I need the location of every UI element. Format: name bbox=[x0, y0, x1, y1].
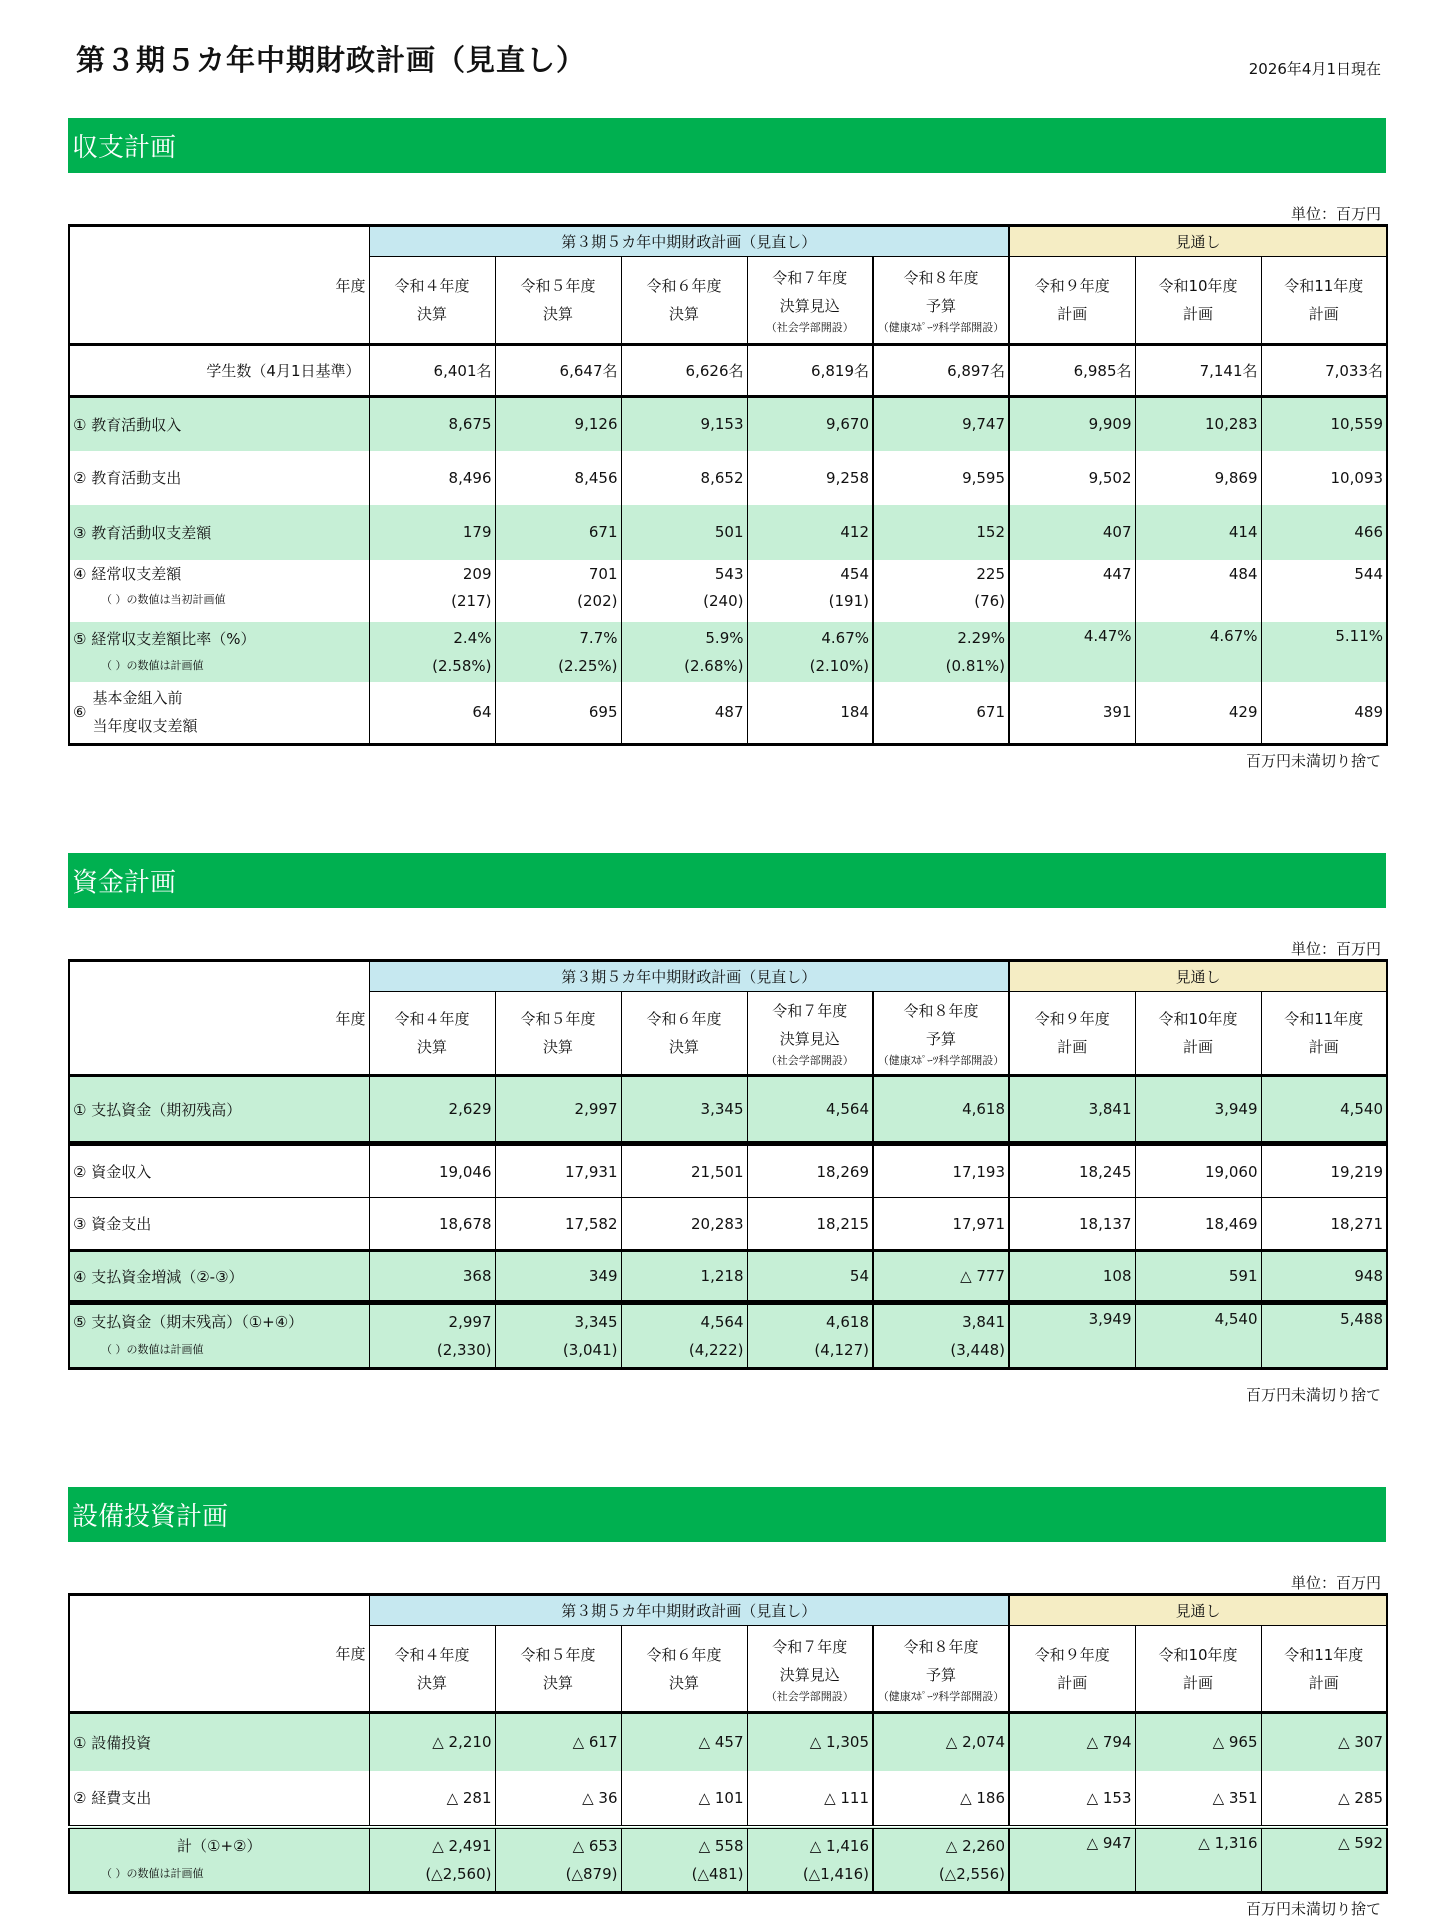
funds-plan-table bbox=[68, 959, 1388, 1370]
cell: 6,897名 bbox=[873, 345, 1009, 397]
year-header: 令和４年度 決算 bbox=[369, 257, 495, 345]
table-row bbox=[69, 1198, 1387, 1251]
row-label: ④ 経常収支差額 （ ）の数値は当初計画値 bbox=[69, 560, 369, 622]
cell: 7,141名 bbox=[1135, 345, 1261, 397]
cell: 9,502 bbox=[1009, 451, 1135, 505]
year-header: 令和11年度 計画 bbox=[1261, 257, 1387, 345]
cell: 18,245 bbox=[1009, 1144, 1135, 1198]
cell: 2,629 bbox=[369, 1076, 495, 1144]
year-header: 令和６年度 決算 bbox=[621, 257, 747, 345]
cell: 17,971 bbox=[873, 1198, 1009, 1251]
cell: 184 bbox=[747, 682, 873, 745]
cell: 152 bbox=[873, 505, 1009, 560]
unit-label: 単位：百万円 bbox=[1290, 940, 1381, 958]
cell: 484 bbox=[1135, 560, 1261, 622]
cell: 209 (217) bbox=[369, 560, 495, 622]
cell: 5.11% bbox=[1261, 622, 1387, 682]
year-header: 令和10年度 計画 bbox=[1135, 992, 1261, 1076]
cell: △ 1,316 bbox=[1135, 1827, 1261, 1893]
year-header: 令和８年度 予算 （健康ｽﾎﾟｰﾂ科学部開設） bbox=[873, 257, 1009, 345]
cell: △ 2,074 bbox=[873, 1713, 1009, 1771]
cell: △ 307 bbox=[1261, 1713, 1387, 1771]
section-header-funds: 資金計画 bbox=[68, 853, 1386, 908]
cell: 447 bbox=[1009, 560, 1135, 622]
cell: 3,345 bbox=[621, 1076, 747, 1144]
cell: 3,841 (3,448) bbox=[873, 1303, 1009, 1369]
cell: 10,093 bbox=[1261, 451, 1387, 505]
cell: 412 bbox=[747, 505, 873, 560]
row-label: ② 経費支出 bbox=[69, 1771, 369, 1827]
cell: 429 bbox=[1135, 682, 1261, 745]
cell: △ 281 bbox=[369, 1771, 495, 1827]
cell: 501 bbox=[621, 505, 747, 560]
cell: 4,564 bbox=[747, 1076, 873, 1144]
cell: 2,997 bbox=[495, 1076, 621, 1144]
cell: 349 bbox=[495, 1251, 621, 1303]
group-header-plan: 第３期５カ年中期財政計画（見直し） bbox=[369, 226, 1009, 257]
section-header-capex: 設備投資計画 bbox=[68, 1487, 1386, 1542]
cell: 7,033名 bbox=[1261, 345, 1387, 397]
cell: 8,456 bbox=[495, 451, 621, 505]
cell: 3,345 (3,041) bbox=[495, 1303, 621, 1369]
row-label: ⑤ 経常収支差額比率（%） （ ）の数値は計画値 bbox=[69, 622, 369, 682]
cell: 9,595 bbox=[873, 451, 1009, 505]
cell: 4,540 bbox=[1261, 1076, 1387, 1144]
cell: 2,997 (2,330) bbox=[369, 1303, 495, 1369]
row-label: ② 教育活動支出 bbox=[69, 451, 369, 505]
row-label: ③ 資金支出 bbox=[69, 1198, 369, 1251]
cell: 18,678 bbox=[369, 1198, 495, 1251]
year-header: 令和９年度 計画 bbox=[1009, 257, 1135, 345]
table-row bbox=[69, 560, 1387, 622]
cell: 10,283 bbox=[1135, 397, 1261, 451]
footnote: 百万円未満切り捨て bbox=[1245, 752, 1381, 770]
cell: 544 bbox=[1261, 560, 1387, 622]
cell: △ 2,210 bbox=[369, 1713, 495, 1771]
cell: 489 bbox=[1261, 682, 1387, 745]
cell: 179 bbox=[369, 505, 495, 560]
cell: △ 101 bbox=[621, 1771, 747, 1827]
row-label: ② 資金収入 bbox=[69, 1144, 369, 1198]
cell: △ 777 bbox=[873, 1251, 1009, 1303]
section-header-income: 収支計画 bbox=[68, 118, 1386, 173]
year-header: 令和５年度 決算 bbox=[495, 257, 621, 345]
income-plan-table bbox=[68, 224, 1388, 746]
table-row-students bbox=[69, 345, 1387, 397]
year-header: 令和７年度 決算見込 （社会学部開設） bbox=[747, 1626, 873, 1713]
cell: △ 153 bbox=[1009, 1771, 1135, 1827]
cell: 3,949 bbox=[1135, 1076, 1261, 1144]
cell: 671 bbox=[495, 505, 621, 560]
footnote: 百万円未満切り捨て bbox=[1245, 1386, 1381, 1404]
cell: 454 (191) bbox=[747, 560, 873, 622]
page-title: 第３期５カ年中期財政計画（見直し） bbox=[76, 43, 587, 77]
cell: 225 (76) bbox=[873, 560, 1009, 622]
cell: 3,949 bbox=[1009, 1303, 1135, 1369]
table-row bbox=[69, 1713, 1387, 1771]
year-header: 令和８年度 予算 （健康ｽﾎﾟｰﾂ科学部開設） bbox=[873, 992, 1009, 1076]
cell: 9,258 bbox=[747, 451, 873, 505]
table-row bbox=[69, 622, 1387, 682]
table-row bbox=[69, 1144, 1387, 1198]
row-label: ⑥ 基本金組入前 当年度収支差額 bbox=[69, 682, 369, 745]
cell: △ 351 bbox=[1135, 1771, 1261, 1827]
cell: △ 653 (△879) bbox=[495, 1827, 621, 1893]
as-of-date: 2026年4月1日現在 bbox=[1248, 60, 1381, 78]
cell: 18,215 bbox=[747, 1198, 873, 1251]
cell: 18,469 bbox=[1135, 1198, 1261, 1251]
group-header-outlook: 見通し bbox=[1009, 961, 1387, 992]
cell: 8,652 bbox=[621, 451, 747, 505]
cell: 17,193 bbox=[873, 1144, 1009, 1198]
cell: 19,060 bbox=[1135, 1144, 1261, 1198]
unit-label: 単位：百万円 bbox=[1290, 205, 1381, 223]
cell: 695 bbox=[495, 682, 621, 745]
cell: 3,841 bbox=[1009, 1076, 1135, 1144]
cell: △ 592 bbox=[1261, 1827, 1387, 1893]
cell: 2.4% (2.58%) bbox=[369, 622, 495, 682]
cell: 407 bbox=[1009, 505, 1135, 560]
cell: 2.29% (0.81%) bbox=[873, 622, 1009, 682]
table-row bbox=[69, 1076, 1387, 1144]
cell: 4,564 (4,222) bbox=[621, 1303, 747, 1369]
cell: △ 947 bbox=[1009, 1827, 1135, 1893]
group-header-outlook: 見通し bbox=[1009, 1595, 1387, 1626]
cell: 6,819名 bbox=[747, 345, 873, 397]
cell: 18,137 bbox=[1009, 1198, 1135, 1251]
cell: 948 bbox=[1261, 1251, 1387, 1303]
cell: 10,559 bbox=[1261, 397, 1387, 451]
cell: 4,618 bbox=[873, 1076, 1009, 1144]
cell: 8,675 bbox=[369, 397, 495, 451]
row-label: ① 教育活動収入 bbox=[69, 397, 369, 451]
cell: 671 bbox=[873, 682, 1009, 745]
year-header: 令和８年度 予算 （健康ｽﾎﾟｰﾂ科学部開設） bbox=[873, 1626, 1009, 1713]
row-label: 計（①+②） （ ）の数値は計画値 bbox=[69, 1827, 369, 1893]
cell: 6,985名 bbox=[1009, 345, 1135, 397]
year-header: 令和６年度 決算 bbox=[621, 992, 747, 1076]
cell: 21,501 bbox=[621, 1144, 747, 1198]
year-header: 令和４年度 決算 bbox=[369, 992, 495, 1076]
cell: △ 186 bbox=[873, 1771, 1009, 1827]
cell: 9,670 bbox=[747, 397, 873, 451]
cell: △ 1,416 (△1,416) bbox=[747, 1827, 873, 1893]
cell: 9,153 bbox=[621, 397, 747, 451]
cell: △ 617 bbox=[495, 1713, 621, 1771]
cell: 4.67% bbox=[1135, 622, 1261, 682]
year-header: 令和５年度 決算 bbox=[495, 992, 621, 1076]
cell: 18,271 bbox=[1261, 1198, 1387, 1251]
cell: 17,582 bbox=[495, 1198, 621, 1251]
year-header: 令和９年度 計画 bbox=[1009, 1626, 1135, 1713]
year-header: 令和７年度 決算見込 （社会学部開設） bbox=[747, 992, 873, 1076]
table-row bbox=[69, 505, 1387, 560]
row-label: ④ 支払資金増減（②-③） bbox=[69, 1251, 369, 1303]
cell: 4,618 (4,127) bbox=[747, 1303, 873, 1369]
year-header: 令和11年度 計画 bbox=[1261, 992, 1387, 1076]
cell: △ 2,260 (△2,556) bbox=[873, 1827, 1009, 1893]
table-row bbox=[69, 451, 1387, 505]
table-row bbox=[69, 682, 1387, 745]
year-header: 令和６年度 決算 bbox=[621, 1626, 747, 1713]
cell: 19,046 bbox=[369, 1144, 495, 1198]
cell: 9,909 bbox=[1009, 397, 1135, 451]
year-header: 令和９年度 計画 bbox=[1009, 992, 1135, 1076]
cell: 414 bbox=[1135, 505, 1261, 560]
unit-label: 単位：百万円 bbox=[1290, 1574, 1381, 1592]
cell: 4.47% bbox=[1009, 622, 1135, 682]
nendo-header: 年度 bbox=[69, 1595, 369, 1713]
cell: △ 965 bbox=[1135, 1713, 1261, 1771]
row-label: ① 設備投資 bbox=[69, 1713, 369, 1771]
cell: 19,219 bbox=[1261, 1144, 1387, 1198]
group-header-outlook: 見通し bbox=[1009, 226, 1387, 257]
capex-plan-table bbox=[68, 1593, 1388, 1894]
cell: 8,496 bbox=[369, 451, 495, 505]
cell: 5,488 bbox=[1261, 1303, 1387, 1369]
table-row bbox=[69, 1303, 1387, 1369]
cell: △ 457 bbox=[621, 1713, 747, 1771]
year-header: 令和４年度 決算 bbox=[369, 1626, 495, 1713]
cell: 487 bbox=[621, 682, 747, 745]
year-header: 令和10年度 計画 bbox=[1135, 1626, 1261, 1713]
cell: 6,647名 bbox=[495, 345, 621, 397]
cell: △ 285 bbox=[1261, 1771, 1387, 1827]
cell: 7.7% (2.25%) bbox=[495, 622, 621, 682]
cell: 17,931 bbox=[495, 1144, 621, 1198]
table-row bbox=[69, 397, 1387, 451]
cell: 9,869 bbox=[1135, 451, 1261, 505]
cell: △ 794 bbox=[1009, 1713, 1135, 1771]
cell: 6,401名 bbox=[369, 345, 495, 397]
cell: △ 1,305 bbox=[747, 1713, 873, 1771]
row-label: 学生数（4月1日基準） bbox=[69, 345, 369, 397]
cell: 9,747 bbox=[873, 397, 1009, 451]
year-header: 令和10年度 計画 bbox=[1135, 257, 1261, 345]
cell: 64 bbox=[369, 682, 495, 745]
cell: △ 111 bbox=[747, 1771, 873, 1827]
cell: 6,626名 bbox=[621, 345, 747, 397]
row-label: ③ 教育活動収支差額 bbox=[69, 505, 369, 560]
table-row bbox=[69, 1771, 1387, 1827]
year-header: 令和７年度 決算見込 （社会学部開設） bbox=[747, 257, 873, 345]
cell: 5.9% (2.68%) bbox=[621, 622, 747, 682]
cell: 591 bbox=[1135, 1251, 1261, 1303]
cell: 1,218 bbox=[621, 1251, 747, 1303]
cell: 20,283 bbox=[621, 1198, 747, 1251]
cell: 391 bbox=[1009, 682, 1135, 745]
cell: 4.67% (2.10%) bbox=[747, 622, 873, 682]
cell: △ 36 bbox=[495, 1771, 621, 1827]
year-header: 令和５年度 決算 bbox=[495, 1626, 621, 1713]
nendo-header: 年度 bbox=[69, 961, 369, 1076]
table-row bbox=[69, 1827, 1387, 1893]
cell: 9,126 bbox=[495, 397, 621, 451]
nendo-header: 年度 bbox=[69, 226, 369, 345]
cell: 4,540 bbox=[1135, 1303, 1261, 1369]
group-header-plan: 第３期５カ年中期財政計画（見直し） bbox=[369, 961, 1009, 992]
cell: 701 (202) bbox=[495, 560, 621, 622]
footnote: 百万円未満切り捨て bbox=[1245, 1900, 1381, 1918]
cell: △ 2,491 (△2,560) bbox=[369, 1827, 495, 1893]
cell: 54 bbox=[747, 1251, 873, 1303]
cell: 466 bbox=[1261, 505, 1387, 560]
cell: 18,269 bbox=[747, 1144, 873, 1198]
year-header: 令和11年度 計画 bbox=[1261, 1626, 1387, 1713]
cell: 108 bbox=[1009, 1251, 1135, 1303]
group-header-plan: 第３期５カ年中期財政計画（見直し） bbox=[369, 1595, 1009, 1626]
row-label: ① 支払資金（期初残高） bbox=[69, 1076, 369, 1144]
row-label: ⑤ 支払資金（期末残高）（①+④） （ ）の数値は計画値 bbox=[69, 1303, 369, 1369]
cell: 543 (240) bbox=[621, 560, 747, 622]
cell: 368 bbox=[369, 1251, 495, 1303]
table-row bbox=[69, 1251, 1387, 1303]
cell: △ 558 (△481) bbox=[621, 1827, 747, 1893]
